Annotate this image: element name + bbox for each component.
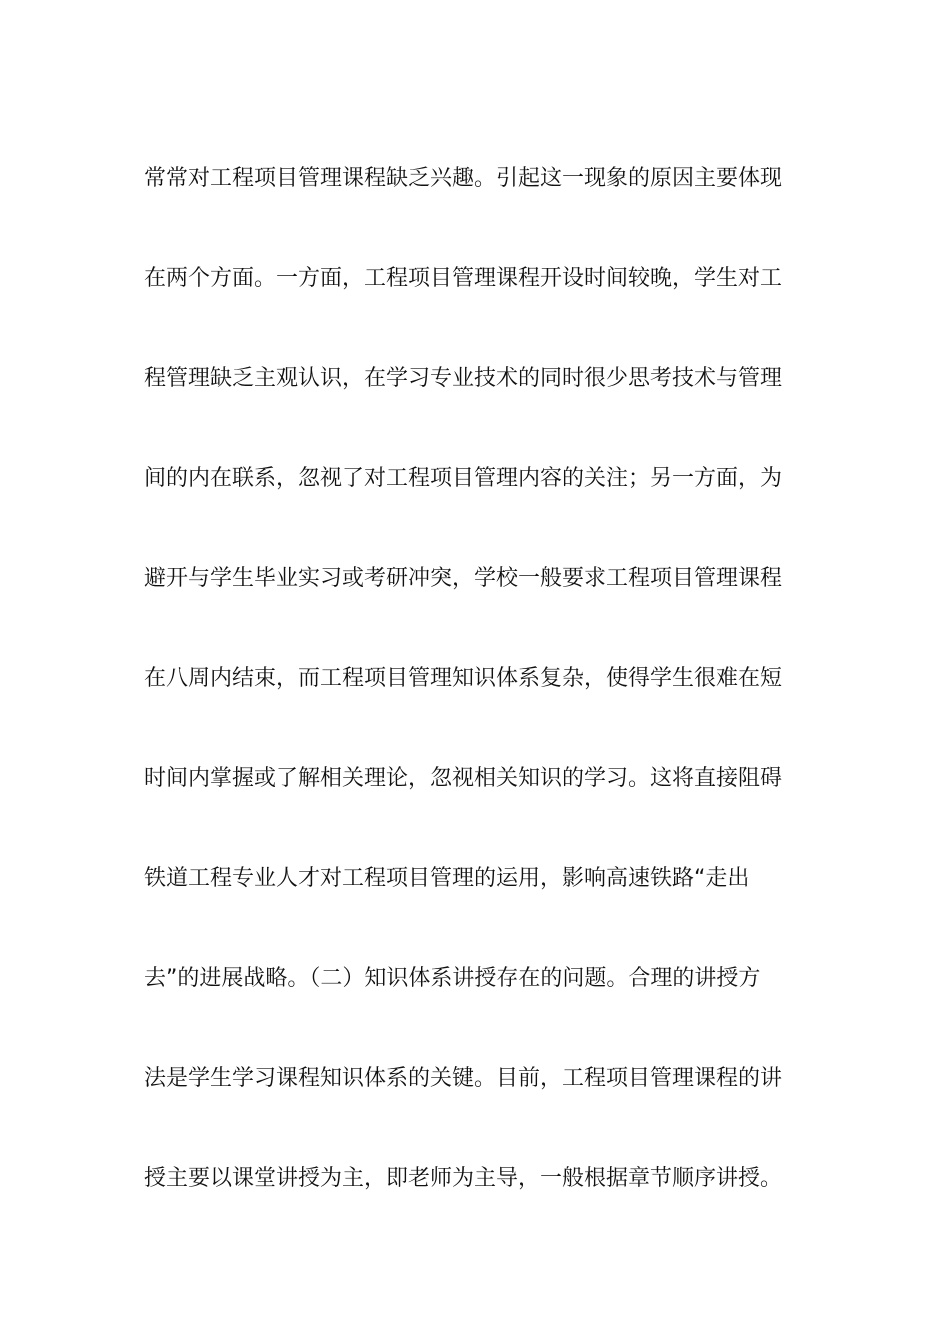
paragraph-line-1: 常常对工程项目管理课程缺乏兴趣。引起这一现象的原因主要体现	[144, 166, 783, 191]
paragraph-line-9: 去”的进展战略。（二）知识体系讲授存在的问题。合理的讲授方	[144, 966, 761, 991]
paragraph-line-3: 程管理缺乏主观认识，在学习专业技术的同时很少思考技术与管理	[144, 366, 783, 391]
paragraph-line-7: 时间内掌握或了解相关理论，忽视相关知识的学习。这将直接阻碍	[144, 766, 783, 791]
paragraph-line-5: 避开与学生毕业实习或考研冲突，学校一般要求工程项目管理课程	[144, 566, 783, 591]
body-paragraph	[144, 129, 824, 1229]
paragraph-line-8: 铁道工程专业人才对工程项目管理的运用，影响高速铁路“走出	[144, 866, 750, 891]
paragraph-line-6: 在八周内结束，而工程项目管理知识体系复杂，使得学生很难在短	[144, 666, 783, 691]
paragraph-line-4: 间的内在联系，忽视了对工程项目管理内容的关注；另一方面，为	[144, 466, 783, 491]
paragraph-line-2: 在两个方面。一方面，工程项目管理课程开设时间较晚，学生对工	[144, 266, 783, 291]
paragraph-line-10: 法是学生学习课程知识体系的关键。目前，工程项目管理课程的讲	[144, 1066, 783, 1091]
paragraph-line-11: 授主要以课堂讲授为主，即老师为主导，一般根据章节顺序讲授。	[144, 1166, 783, 1191]
